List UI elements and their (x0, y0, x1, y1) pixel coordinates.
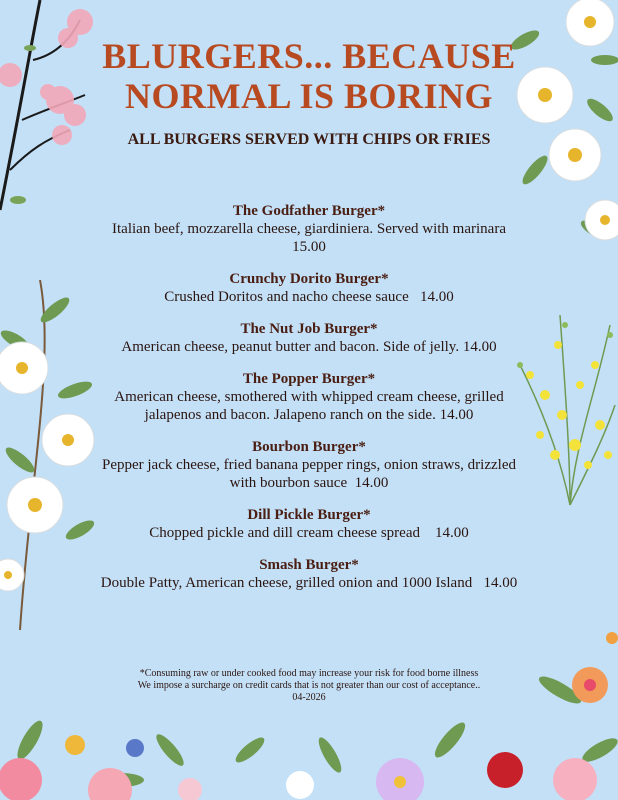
menu-item-name: The Popper Burger* (242, 371, 376, 387)
menu-item-description: Double Patty, American cheese, grilled onion and 1000 Island 14.00 (100, 575, 518, 591)
menu-date-code: 04-2026 (292, 692, 326, 703)
menu-subtitle: ALL BURGERS SERVED WITH CHIPS OR FRIES (127, 131, 491, 148)
menu-item-name: Smash Burger* (259, 557, 359, 573)
credit-card-surcharge-notice: We impose a surcharge on credit cards that is not greater than our cost of acceptance.. (137, 680, 481, 691)
menu-item (90, 202, 528, 256)
menu-item (90, 438, 528, 492)
menu-item (90, 270, 528, 306)
menu-items-list (90, 202, 528, 606)
menu-item-name: Bourbon Burger* (252, 439, 366, 455)
menu-title (90, 36, 528, 116)
menu-item (90, 320, 528, 356)
menu-item-description: Italian beef, mozzarella cheese, giardiniera. Served with marinara 15.00 (112, 221, 518, 255)
menu-title-line1: BLURGERS... BECAUSE (102, 36, 516, 76)
menu-item-description: American cheese, smothered with whipped cream cheese, grilled jalapenos and bacon. Jalapeno ranch on the side. 14.00 (114, 389, 508, 423)
menu-item-name: The Godfather Burger* (232, 203, 386, 219)
food-safety-notice: *Consuming raw or under cooked food may increase your risk for food borne illness (139, 668, 479, 679)
menu-item-description: Crushed Doritos and nacho cheese sauce 14.00 (164, 289, 454, 305)
menu-item-description: Pepper jack cheese, fried banana pepper rings, onion straws, drizzled with bourbon sauce 14.00 (101, 457, 520, 491)
menu-item (90, 556, 528, 592)
menu-title-line2: NORMAL IS BORING (124, 76, 494, 116)
menu-item (90, 506, 528, 542)
menu-item-name: Dill Pickle Burger* (247, 507, 371, 523)
menu-footer (90, 668, 528, 704)
menu-item-name: Crunchy Dorito Burger* (229, 271, 389, 287)
menu-item-name: The Nut Job Burger* (240, 321, 378, 337)
menu-item-description: Chopped pickle and dill cream cheese spread 14.00 (149, 525, 469, 541)
bottom-flower-border-decoration (0, 630, 618, 800)
menu-item-description: American cheese, peanut butter and bacon. Side of jelly. 14.00 (121, 339, 497, 355)
menu-item (90, 370, 528, 424)
